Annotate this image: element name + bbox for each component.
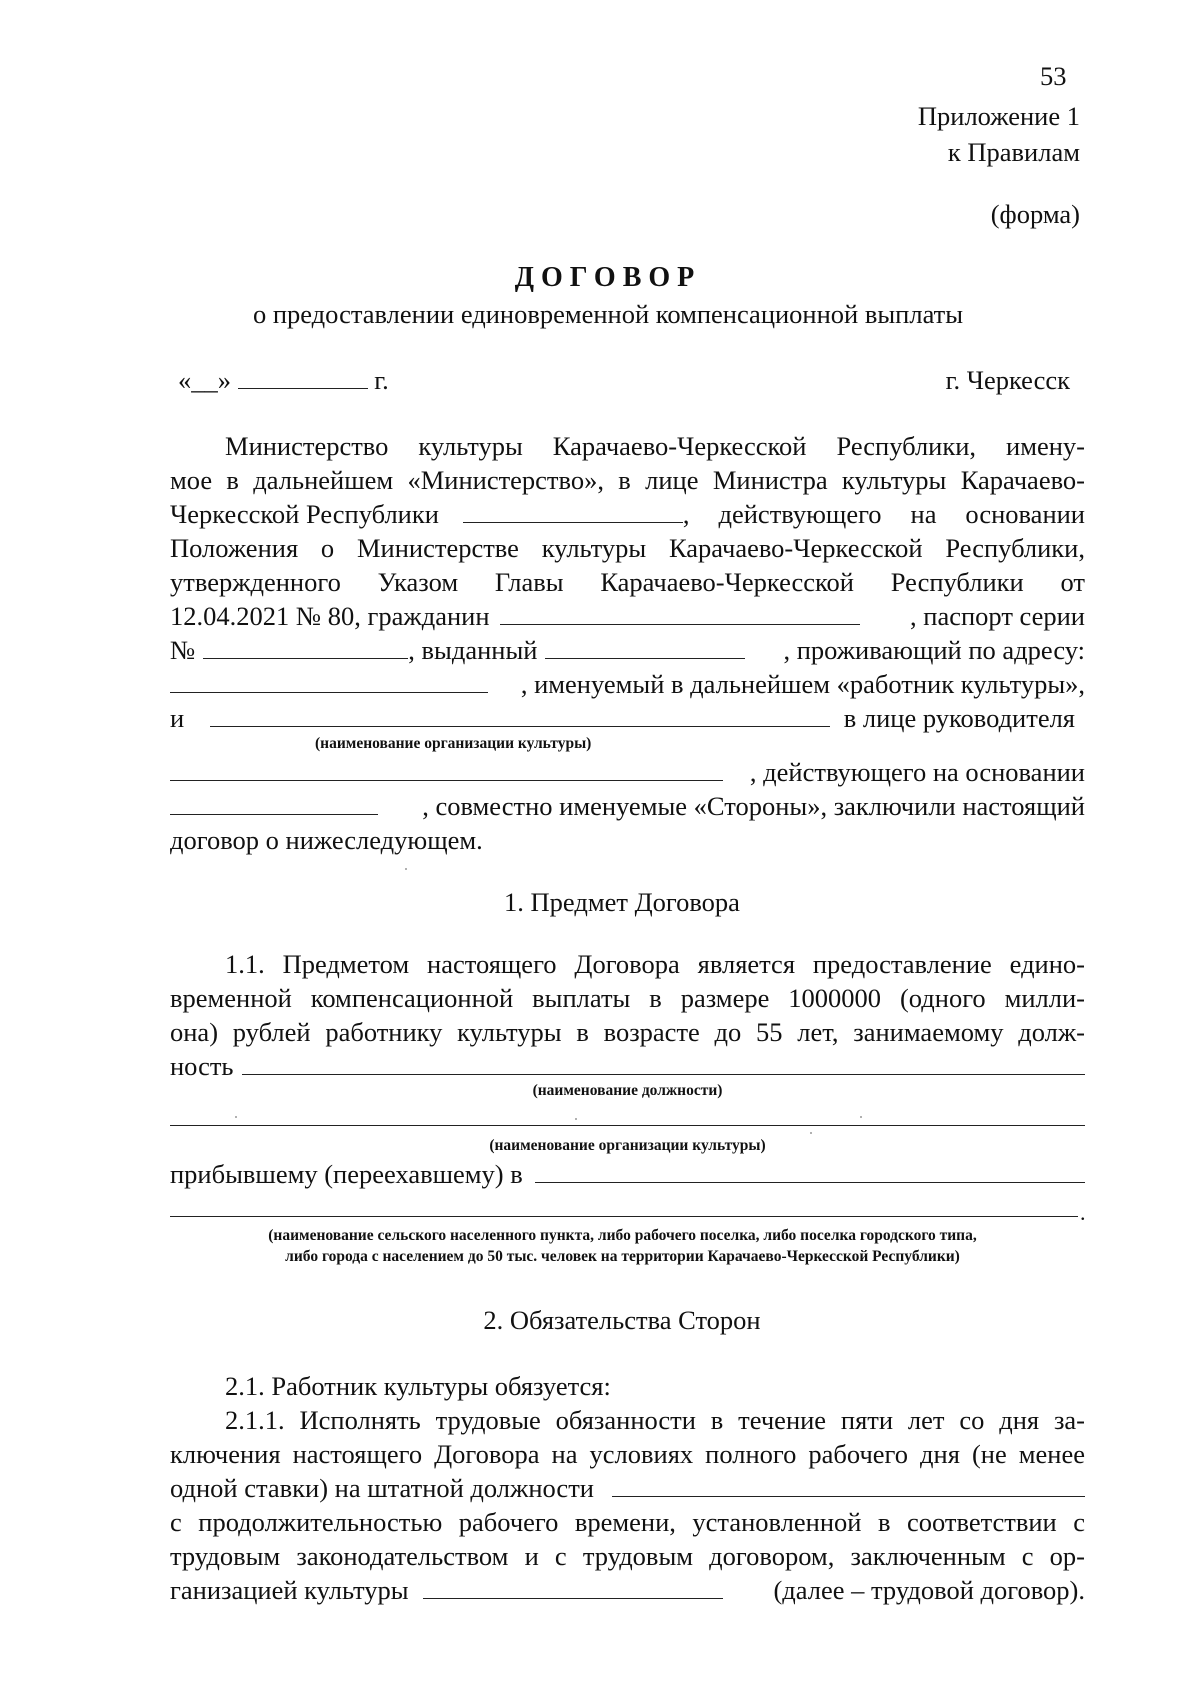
director-name-blank bbox=[170, 758, 723, 781]
preamble-line-11 bbox=[170, 790, 1085, 822]
date-month-blank bbox=[238, 366, 368, 389]
preamble-line-9 bbox=[170, 702, 1085, 734]
organization-name-blank bbox=[170, 1125, 1085, 1126]
preamble-text: , действующего на основании bbox=[682, 499, 1085, 529]
basis-document-blank bbox=[170, 792, 378, 815]
settlement-period: . bbox=[1080, 1200, 1086, 1225]
city: г. Черкесск bbox=[945, 365, 1070, 395]
form-label: (форма) bbox=[990, 199, 1080, 229]
preamble-text: , действующего на основании bbox=[749, 757, 1085, 787]
preamble-text: , проживающий по адресу: bbox=[783, 635, 1085, 665]
section-2-text: (далее – трудовой договор). bbox=[773, 1575, 1085, 1605]
scan-speck bbox=[810, 1132, 812, 1134]
preamble-text: № bbox=[170, 635, 196, 665]
appendix-reference: к Правилам bbox=[947, 137, 1080, 167]
culture-organization-blank bbox=[423, 1576, 723, 1599]
settlement-blank bbox=[535, 1160, 1085, 1183]
date-line bbox=[178, 364, 389, 396]
preamble-line-3 bbox=[170, 498, 1085, 530]
page-number: 53 bbox=[1040, 61, 1067, 91]
appendix-label: Приложение 1 bbox=[917, 101, 1080, 131]
position-caption: (наименование должности) bbox=[532, 1082, 723, 1099]
settlement-continuation-blank bbox=[170, 1216, 1078, 1217]
section-2-1-1-line-3 bbox=[170, 1472, 1085, 1504]
section-2-text: ганизацией культуры bbox=[170, 1575, 409, 1605]
section-2-1-1-line-4: с продолжительностью рабочего времени, установленной в соответствии с bbox=[170, 1507, 1085, 1537]
section-1-text: прибывшему (переехавшему) в bbox=[170, 1159, 523, 1189]
section-2-1-1-line-5: трудовым законодательством и с трудовым договором, заключенным с ор- bbox=[170, 1541, 1085, 1571]
preamble-line-7 bbox=[170, 634, 1085, 666]
preamble-text: , совместно именуемые «Стороны», заключили настоящий bbox=[422, 791, 1085, 821]
scan-speck bbox=[575, 1118, 577, 1120]
preamble-line-6 bbox=[170, 600, 1085, 632]
date-year: г. bbox=[374, 365, 389, 395]
minister-name-blank bbox=[463, 500, 683, 523]
preamble-text: , выданный bbox=[408, 635, 538, 665]
organization-blank bbox=[210, 704, 830, 727]
section-1-line-4 bbox=[170, 1050, 1085, 1082]
issued-by-blank bbox=[545, 636, 745, 659]
section-1-line-1: 1.1. Предметом настоящего Договора является предоставление едино- bbox=[225, 949, 1085, 979]
preamble-line-12: договор о нижеследующем. bbox=[170, 825, 483, 855]
passport-number-blank bbox=[203, 636, 408, 659]
address-blank bbox=[170, 670, 488, 693]
preamble-line-2: мое в дальнейшем «Министерство», в лице Министра культуры Карачаево- bbox=[170, 465, 1085, 495]
document-subtitle: о предоставлении единовременной компенсационной выплаты bbox=[252, 299, 964, 329]
staff-position-blank bbox=[612, 1474, 1085, 1497]
section-1-line-3: она) рублей работнику культуры в возрасте до 55 лет, занимаемому долж- bbox=[170, 1017, 1085, 1047]
document-title: ДОГОВОР bbox=[514, 262, 702, 293]
section-2-1-1-line-6 bbox=[170, 1574, 1085, 1606]
section-2-heading: 2. Обязательства Сторон bbox=[483, 1305, 761, 1335]
organization-name-caption: (наименование организации культуры) bbox=[489, 1137, 766, 1154]
section-2-1-1-line-2: ключения настоящего Договора на условиях полного рабочего дня (не менее bbox=[170, 1439, 1085, 1469]
section-1-heading: 1. Предмет Договора bbox=[504, 887, 740, 917]
preamble-text: и bbox=[170, 703, 185, 733]
settlement-caption-2: либо города с населением до 50 тыс. человек на территории Карачаево-Черкесской Республики) bbox=[285, 1248, 960, 1265]
settlement-caption-1: (наименование сельского населенного пункта, либо рабочего поселка, либо поселка городского типа, bbox=[268, 1227, 977, 1244]
preamble-text: , именуемый в дальнейшем «работник культуры», bbox=[520, 669, 1085, 699]
preamble-line-5: утвержденного Указом Главы Карачаево-Черкесской Республики от bbox=[170, 567, 1085, 597]
preamble-text: в лице руководителя bbox=[843, 703, 1075, 733]
preamble-line-10 bbox=[170, 756, 1085, 788]
section-1-text: ность bbox=[170, 1051, 234, 1081]
preamble-text: Черкесской Республики bbox=[170, 499, 439, 529]
section-1-arrived-line bbox=[170, 1158, 1085, 1190]
position-blank bbox=[242, 1052, 1085, 1075]
scan-speck bbox=[860, 1116, 862, 1118]
section-1-line-2: временной компенсационной выплаты в размере 1000000 (одного милли- bbox=[170, 983, 1085, 1013]
preamble-text: 12.04.2021 № 80, гражданин bbox=[170, 601, 490, 631]
preamble-line-1: Министерство культуры Карачаево-Черкесской Республики, имену- bbox=[225, 431, 1085, 461]
organization-caption: (наименование организации культуры) bbox=[315, 735, 592, 752]
section-2-1-1-line-1: 2.1.1. Исполнять трудовые обязанности в течение пяти лет со дня за- bbox=[225, 1405, 1085, 1435]
scan-speck bbox=[235, 1116, 237, 1118]
scan-speck bbox=[405, 868, 407, 870]
section-2-text: одной ставки) на штатной должности bbox=[170, 1473, 594, 1503]
preamble-line-8 bbox=[170, 668, 1085, 700]
preamble-text: , паспорт серии bbox=[910, 601, 1085, 631]
section-2-1: 2.1. Работник культуры обязуется: bbox=[225, 1371, 611, 1401]
citizen-name-blank bbox=[500, 602, 860, 625]
preamble-line-4: Положения о Министерстве культуры Карачаево-Черкесской Республики, bbox=[170, 533, 1085, 563]
date-day: «__» bbox=[178, 365, 231, 395]
